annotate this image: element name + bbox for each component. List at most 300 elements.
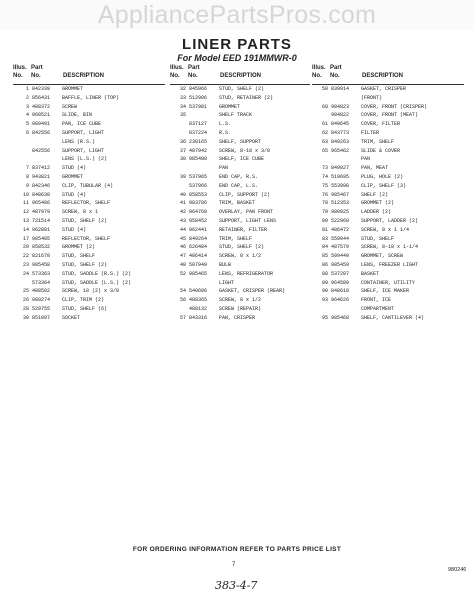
- part-number: 537287: [331, 270, 350, 277]
- parts-row: [170, 120, 310, 129]
- illus-number: [13, 147, 32, 156]
- header-description: DESCRIPTION: [362, 73, 404, 79]
- parts-row: [312, 217, 464, 226]
- parts-row: [170, 270, 310, 279]
- illus-number: 43: [179, 217, 186, 224]
- part-number: 509449: [331, 253, 350, 260]
- part-description: SHELF, CANTILEVER (4): [361, 314, 425, 321]
- parts-row: [312, 147, 464, 156]
- part-number: 843773: [331, 129, 350, 136]
- parts-row: [13, 182, 165, 191]
- part-description: STUD, SADDLE (L.S.) (2): [62, 279, 132, 286]
- part-number: 985467: [331, 191, 350, 198]
- header-illus: Illus.: [13, 65, 27, 71]
- part-description: SCREW, 8-18 x 3/8: [219, 147, 271, 154]
- column-header: [13, 64, 165, 85]
- illus-number: 37: [179, 147, 186, 154]
- part-description: (FRONT): [361, 94, 383, 101]
- parts-row: [13, 155, 165, 164]
- illus-number: 76: [321, 191, 328, 198]
- part-number: 965462: [331, 147, 350, 154]
- part-description: COVER, FRONT (CRISPER): [361, 103, 428, 110]
- part-number: [189, 279, 219, 288]
- parts-row: [312, 94, 464, 103]
- illus-number: 6: [25, 129, 29, 136]
- part-description: LENS, REFRIGERATOR: [219, 270, 274, 277]
- part-number: 537966: [189, 182, 208, 189]
- part-number: [331, 155, 361, 164]
- part-number: 965486: [32, 200, 51, 207]
- parts-row: [312, 243, 464, 252]
- part-description: LADDER (2): [361, 209, 392, 216]
- part-number: 984822: [331, 112, 350, 119]
- part-description: SHELF, ICE CUBE: [219, 156, 265, 163]
- parts-row: [170, 305, 310, 314]
- illus-number: 47: [179, 253, 186, 260]
- parts-row: [13, 226, 165, 235]
- illus-number: 8: [25, 173, 29, 180]
- parts-row: [13, 94, 165, 103]
- illus-number: 7: [25, 165, 29, 172]
- parts-row: [13, 296, 165, 305]
- header-description: DESCRIPTION: [63, 73, 105, 79]
- parts-row: [13, 103, 165, 112]
- parts-row: [13, 111, 165, 120]
- illus-number: 89: [321, 279, 328, 286]
- part-description: BASKET: [361, 270, 380, 277]
- illus-number: 78: [321, 200, 328, 207]
- header-illus: Illus.: [312, 65, 326, 71]
- illus-number: 75: [321, 182, 328, 189]
- part-description: GROMMET (2): [62, 244, 96, 251]
- part-description: TRIM, SHELF: [219, 235, 253, 242]
- illus-number: 28: [22, 305, 29, 312]
- parts-row: [13, 147, 165, 156]
- part-number: 964589: [331, 279, 350, 286]
- illus-number: 73: [321, 165, 328, 172]
- parts-row: [170, 261, 310, 270]
- part-description: SOCKET: [62, 314, 81, 321]
- part-number: [331, 94, 361, 103]
- illus-number: 93: [321, 297, 328, 304]
- illus-number: 65: [321, 147, 328, 154]
- parts-row: [13, 235, 165, 244]
- part-number: 845966: [189, 86, 208, 92]
- part-description: SHELF, SUPPORT: [219, 138, 262, 145]
- part-number: [32, 155, 62, 164]
- illus-number: 40: [179, 191, 186, 198]
- part-description: STUD, RETAINER (2): [219, 94, 274, 101]
- part-description: CONTAINER, UTILITY: [361, 279, 416, 286]
- parts-row: [312, 164, 464, 173]
- parts-row: [13, 252, 165, 261]
- illus-number: 3: [25, 103, 29, 110]
- illus-number: [312, 155, 331, 164]
- part-description: STUD (4): [62, 165, 87, 172]
- part-number: 980274: [32, 297, 51, 304]
- header-description: DESCRIPTION: [220, 73, 262, 79]
- illus-number: 74: [321, 173, 328, 180]
- part-number: 985458: [32, 261, 51, 268]
- part-description: SCREW, 8-18 x 1-1/4: [361, 244, 419, 251]
- illus-number: 5: [25, 121, 29, 128]
- part-description: GROMMET: [219, 103, 241, 110]
- part-number: 989491: [32, 121, 51, 128]
- part-number: 958452: [189, 217, 208, 224]
- part-number: 529755: [32, 305, 51, 312]
- parts-row: [312, 305, 464, 314]
- header-part-no: No.: [31, 73, 41, 79]
- illus-number: 90: [321, 288, 328, 295]
- part-number: [189, 164, 219, 173]
- part-description: STUD, SHELF: [361, 235, 395, 242]
- parts-row: [312, 270, 464, 279]
- parts-document: [0, 30, 474, 600]
- parts-row: [170, 103, 310, 112]
- part-description: PAN: [361, 156, 371, 163]
- part-description: SLIDE, BIN: [62, 112, 93, 119]
- parts-row: [13, 120, 165, 129]
- illus-number: 30: [22, 314, 29, 321]
- illus-number: [170, 305, 189, 314]
- illus-number: [312, 305, 331, 314]
- parts-row: [13, 243, 165, 252]
- part-number: [189, 111, 219, 120]
- illus-number: 95: [321, 314, 328, 321]
- illus-number: [170, 164, 189, 173]
- parts-list: [170, 85, 310, 323]
- illus-number: [170, 120, 189, 129]
- parts-row: [312, 191, 464, 200]
- part-description: SCREW, 8 x 1: [62, 209, 99, 216]
- page-title: LINER PARTS: [182, 36, 292, 53]
- illus-number: 2: [25, 94, 29, 101]
- part-description: GROMMET (2): [361, 200, 395, 207]
- illus-number: 45: [179, 235, 186, 242]
- parts-row: [170, 155, 310, 164]
- part-description: SUPPORT, LIGHT LENS: [219, 217, 277, 224]
- part-description: SCREW: [62, 103, 78, 110]
- parts-row: [312, 235, 464, 244]
- part-number: 849645: [331, 121, 350, 128]
- part-number: 573363: [32, 270, 51, 277]
- parts-row: [312, 314, 464, 323]
- parts-row: [170, 85, 310, 94]
- header-illus: Illus.: [170, 65, 184, 71]
- header-part-no: No.: [330, 73, 340, 79]
- part-description: TRIM, SHELF: [361, 138, 395, 145]
- part-number: 553998: [331, 182, 350, 189]
- part-number: 985485: [32, 235, 51, 242]
- header-no: No.: [312, 73, 322, 79]
- part-description: COVER, FILTER: [361, 121, 401, 128]
- part-number: 842346: [32, 182, 51, 189]
- part-description: END CAP, R.S.: [219, 173, 259, 180]
- part-number: 843316: [189, 314, 208, 321]
- part-number: 837127: [189, 121, 208, 128]
- part-number: 626484: [189, 244, 208, 251]
- part-description: STUD (4): [62, 191, 87, 198]
- part-number: 985468: [331, 314, 350, 321]
- illus-number: 26: [22, 297, 29, 304]
- header-part: Part: [188, 65, 200, 71]
- header-no: No.: [170, 73, 180, 79]
- illus-number: 35: [179, 112, 186, 119]
- header-no: No.: [13, 73, 23, 79]
- parts-row: [170, 252, 310, 261]
- part-description: STUD, SHELF (2): [219, 244, 265, 251]
- part-description: BAFFLE, LINER (TOP): [62, 94, 120, 101]
- illus-number: 88: [321, 270, 328, 277]
- document-code: 980246: [448, 567, 467, 573]
- model-subtitle: For Model EED 191MMWR-0: [177, 53, 297, 63]
- part-description: GROMMET: [62, 86, 84, 92]
- parts-row: [170, 314, 310, 323]
- illus-number: 80: [321, 217, 328, 224]
- illus-number: [13, 138, 32, 147]
- parts-row: [170, 199, 310, 208]
- parts-row: [170, 182, 310, 191]
- parts-row: [312, 129, 464, 138]
- parts-row: [13, 129, 165, 138]
- part-description: COVER, FRONT (MEAT): [361, 112, 419, 119]
- header-part: Part: [31, 65, 43, 71]
- parts-row: [170, 243, 310, 252]
- parts-row: [170, 111, 310, 120]
- parts-row: [312, 279, 464, 288]
- part-number: 842556: [32, 129, 51, 136]
- parts-row: [170, 173, 310, 182]
- part-number: 230165: [189, 138, 208, 145]
- parts-row: [312, 155, 464, 164]
- part-description: PAN: [219, 165, 229, 172]
- part-number: 537981: [189, 103, 208, 110]
- part-description: STUD, SHELF: [62, 253, 96, 260]
- illus-number: 9: [25, 182, 29, 189]
- illus-number: 10: [22, 191, 29, 198]
- part-number: 848630: [32, 191, 51, 198]
- illus-number: 86: [321, 261, 328, 268]
- illus-number: [170, 182, 189, 191]
- part-description: GASKET, CRISPER (REAR): [219, 288, 286, 295]
- part-description: L.S.: [219, 121, 232, 128]
- part-description: PLUG, HOLE (2): [361, 173, 404, 180]
- part-description: STUD (4): [62, 226, 87, 233]
- watermark-banner: AppliancePartsPros.com: [0, 0, 474, 30]
- parts-row: [170, 279, 310, 288]
- part-number: 537965: [189, 173, 208, 180]
- part-number: 858532: [32, 244, 51, 251]
- parts-row: [170, 217, 310, 226]
- parts-row: [312, 138, 464, 147]
- parts-row: [312, 208, 464, 217]
- parts-row: [13, 314, 165, 323]
- illus-number: 23: [22, 261, 29, 268]
- parts-row: [312, 85, 464, 94]
- parts-row: [13, 279, 165, 288]
- parts-row: [312, 182, 464, 191]
- part-description: GROMMET, SCREW: [361, 253, 404, 260]
- part-description: SCREW, 8 x 1 1/4: [361, 226, 410, 233]
- parts-list: [312, 85, 464, 323]
- parts-row: [312, 252, 464, 261]
- illus-number: 38: [179, 156, 186, 163]
- part-number: 960521: [32, 112, 51, 119]
- part-number: 837412: [32, 165, 51, 172]
- part-number: 487579: [331, 244, 350, 251]
- illus-number: 44: [179, 226, 186, 233]
- part-number: 573364: [32, 279, 51, 286]
- ordering-note: FOR ORDERING INFORMATION REFER TO PARTS PRICE LIST: [132, 546, 342, 553]
- part-number: 519695: [331, 173, 350, 180]
- part-description: SUPPORT, LIGHT: [62, 129, 105, 136]
- part-description: END CAP, L.S.: [219, 182, 259, 189]
- illus-number: [312, 94, 331, 103]
- parts-row: [170, 94, 310, 103]
- part-description: CLIP, SUPPORT (2): [219, 191, 271, 198]
- illus-number: 1: [25, 86, 29, 92]
- parts-row: [170, 235, 310, 244]
- part-number: 488372: [32, 103, 51, 110]
- part-description: GASKET, CRISPER: [361, 86, 407, 92]
- illus-number: 52: [179, 270, 186, 277]
- parts-row: [312, 120, 464, 129]
- part-number: 821678: [32, 253, 51, 260]
- parts-row: [170, 138, 310, 147]
- parts-row: [312, 287, 464, 296]
- part-description: STUD, SHELF (2): [62, 261, 108, 268]
- part-number: 985459: [331, 261, 350, 268]
- parts-row: [170, 287, 310, 296]
- part-number: 985480: [189, 156, 208, 163]
- parts-row: [312, 261, 464, 270]
- part-description: LENS (L.S.) (2): [62, 156, 108, 163]
- part-number: 849027: [331, 165, 350, 172]
- part-description: PAN, CRISPER: [219, 314, 256, 321]
- part-number: 985465: [189, 270, 208, 277]
- part-number: 848618: [331, 288, 350, 295]
- part-number: [32, 138, 62, 147]
- part-number: 507949: [189, 261, 208, 268]
- illus-number: 41: [179, 200, 186, 207]
- part-description: REFLECTOR, SHELF: [62, 235, 111, 242]
- part-description: SHELF TRACK: [219, 112, 253, 119]
- part-number: 487942: [189, 147, 208, 154]
- part-number: 962881: [32, 226, 51, 233]
- parts-row: [170, 226, 310, 235]
- part-number: 486472: [331, 226, 350, 233]
- part-number: 964626: [331, 297, 350, 304]
- part-number: 559944: [331, 235, 350, 242]
- part-description: SCREW, 8 x 1/2: [219, 253, 262, 260]
- parts-row: [13, 287, 165, 296]
- parts-row: [312, 103, 464, 112]
- part-number: 839914: [331, 86, 350, 92]
- part-description: OVERLAY, PAN FRONT: [219, 209, 274, 216]
- parts-row: [13, 261, 165, 270]
- illus-number: 61: [321, 121, 328, 128]
- part-number: 522960: [331, 217, 350, 224]
- part-number: 842556: [32, 147, 51, 154]
- illus-number: 42: [179, 209, 186, 216]
- illus-number: 34: [179, 103, 186, 110]
- illus-number: 36: [179, 138, 186, 145]
- part-description: PAN, ICE CUBE: [62, 121, 102, 128]
- part-description: PAN, MEAT: [361, 165, 389, 172]
- part-description: RETAINER, FILTER: [219, 226, 268, 233]
- part-number: 486414: [189, 253, 208, 260]
- part-description: SHELF, ICE MAKER: [361, 288, 410, 295]
- part-description: REFLECTOR, SHELF: [62, 200, 111, 207]
- part-description: FRONT, ICE: [361, 297, 392, 304]
- part-number: 540696: [189, 288, 208, 295]
- part-number: 943821: [32, 173, 51, 180]
- parts-row: [170, 296, 310, 305]
- illus-number: [13, 155, 32, 164]
- part-description: SUPPORT, LADDER (2): [361, 217, 419, 224]
- part-description: CLIP, TRIM (2): [62, 297, 105, 304]
- part-number: 842339: [32, 86, 51, 92]
- parts-row: [13, 164, 165, 173]
- illus-number: 46: [179, 244, 186, 251]
- parts-row: [170, 208, 310, 217]
- illus-number: 60: [321, 103, 328, 110]
- part-description: R.S.: [219, 129, 232, 136]
- part-number: 962441: [189, 226, 208, 233]
- parts-row: [13, 191, 165, 200]
- illus-number: 17: [22, 235, 29, 242]
- header-part-no: No.: [188, 73, 198, 79]
- part-description: FILTER: [361, 129, 380, 136]
- part-description: CLIP, TUBULAR (4): [62, 182, 114, 189]
- part-description: CLIP, SHELF (3): [361, 182, 407, 189]
- parts-column-3: [312, 64, 464, 323]
- illus-number: 62: [321, 129, 328, 136]
- illus-number: 4: [25, 112, 29, 119]
- part-description: STUD, SHELF (2): [219, 86, 265, 92]
- part-description: STUD, SHELF (6): [62, 305, 108, 312]
- part-number: 512353: [331, 200, 350, 207]
- illus-number: 14: [22, 226, 29, 233]
- parts-column-1: [13, 64, 165, 323]
- illus-number: 12: [22, 209, 29, 216]
- parts-row: [13, 217, 165, 226]
- illus-number: 22: [22, 253, 29, 260]
- parts-row: [170, 129, 310, 138]
- part-description: COMPARTMENT: [361, 305, 395, 312]
- part-number: 983786: [189, 200, 208, 207]
- part-number: 858553: [189, 191, 208, 198]
- illus-number: 83: [321, 235, 328, 242]
- part-description: LIGHT: [219, 279, 235, 286]
- part-number: [331, 305, 361, 314]
- part-description: SHELF (2): [361, 191, 389, 198]
- parts-row: [170, 191, 310, 200]
- illus-number: 32: [179, 86, 186, 92]
- part-description: SCREW, 10 (2) x 3/8: [62, 288, 120, 295]
- column-header: [170, 64, 310, 85]
- part-number: 512906: [189, 94, 208, 101]
- part-number: 849263: [331, 138, 350, 145]
- part-number: 964760: [189, 209, 208, 216]
- illus-number: 56: [179, 297, 186, 304]
- parts-row: [13, 208, 165, 217]
- part-description: SLIDE & COVER: [361, 147, 401, 154]
- illus-number: 25: [22, 288, 29, 295]
- handwritten-note: 383-4-7: [215, 579, 258, 592]
- illus-number: 63: [321, 138, 328, 145]
- part-number: 488132: [189, 305, 208, 312]
